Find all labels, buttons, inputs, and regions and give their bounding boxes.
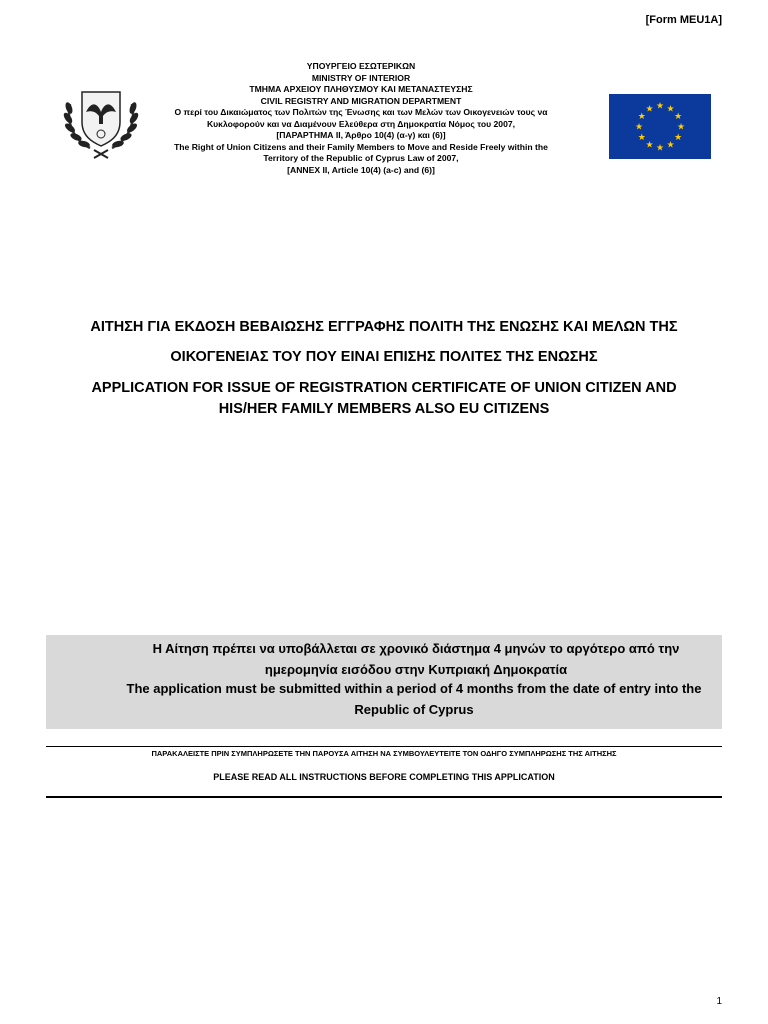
eu-star-icon: ★ <box>666 140 675 151</box>
header-line: [ΠΑΡΑΡΤΗΜΑ ΙΙ, Άρθρο 10(4) (α-γ) και (6)] <box>276 130 446 140</box>
eu-star-icon: ★ <box>674 133 683 143</box>
eu-flag-icon <box>609 94 711 159</box>
cyprus-coat-of-arms-icon <box>60 82 142 160</box>
page-number: 1 <box>716 996 722 1007</box>
form-code: [Form MEU1A] <box>645 14 722 26</box>
eu-star-icon: ★ <box>666 104 675 115</box>
submission-deadline-notice <box>46 635 722 729</box>
header-line: Κυκλοφορούν και να Διαμένουν Ελεύθερα στη Δημοκρατία Νόμος του 2007, <box>206 118 516 129</box>
title-greek-line1: ΑΙΤΗΣΗ ΓΙΑ ΕΚΔΟΣΗ ΒΕΒΑΙΩΣΗΣ ΕΓΓΡΑΦΗΣ ΠΟΛΙΤΗ ΤΗΣ ΕΝΩΣΗΣ ΚΑΙ ΜΕΛΩΝ ΤΗΣ <box>90 319 678 335</box>
header-line: The Right of Union Citizens and their Family Members to Move and Reside Freely within the <box>174 141 548 152</box>
instructions-english: PLEASE READ ALL INSTRUCTIONS BEFORE COMPLETING THIS APPLICATION <box>213 772 555 782</box>
eu-star-icon: ★ <box>674 112 683 122</box>
eu-star-icon: ★ <box>655 143 665 154</box>
header-line: MINISTRY OF INTERIOR <box>311 72 411 83</box>
notice-greek <box>46 638 768 680</box>
title-english-line2: HIS/HER FAMILY MEMBERS ALSO EU CITIZENS <box>218 401 550 417</box>
header-line: [ANNEX II, Article 10(4) (a-c) and (6)] <box>287 164 435 175</box>
notice-english-line2: Republic of Cyprus <box>354 702 474 717</box>
header-line: CIVIL REGISTRY AND MIGRATION DEPARTMENT <box>260 95 462 106</box>
divider-top <box>46 746 722 747</box>
eu-star-icon: ★ <box>676 122 686 133</box>
divider-bottom <box>46 796 722 798</box>
title-english-line1: APPLICATION FOR ISSUE OF REGISTRATION CERTIFICATE OF UNION CITIZEN AND <box>91 380 677 396</box>
eu-star-icon: ★ <box>655 101 665 112</box>
header-line: Territory of the Republic of Cyprus Law of 2007, <box>263 153 459 163</box>
eu-star-icon: ★ <box>634 122 644 133</box>
title-greek-line2: ΟΙΚΟΓΕΝΕΙΑΣ ΤΟΥ ΠΟΥ ΕΙΝΑΙ ΕΠΙΣΗΣ ΠΟΛΙΤΕΣ ΤΗΣ ΕΝΩΣΗΣ <box>170 349 598 365</box>
eu-star-icon: ★ <box>637 112 646 122</box>
eu-star-icon: ★ <box>645 140 654 151</box>
header-line: ΥΠΟΥΡΓΕΙΟ ΕΣΩΤΕΡΙΚΩΝ <box>306 61 416 71</box>
header-line: Ο περί του Δικαιώματος των Πολιτών της Ένωσης και των Μελών των Οικογενειών τους να <box>174 107 548 117</box>
ministry-header <box>150 61 572 176</box>
application-title <box>40 318 728 420</box>
notice-english-line1: The application must be submitted within a period of 4 months from the date of entry into the <box>126 681 702 696</box>
eu-star-icon: ★ <box>637 133 646 143</box>
header-line: ΤΜΗΜΑ ΑΡΧΕΙΟΥ ΠΛΗΘΥΣΜΟΥ ΚΑΙ ΜΕΤΑΝΑΣΤΕΥΣΗΣ <box>249 84 473 94</box>
notice-english <box>46 678 768 720</box>
instructions-greek: ΠΑΡΑΚΑΛΕΙΣΤΕ ΠΡΙΝ ΣΥΜΠΛΗΡΩΣΕΤΕ ΤΗΝ ΠΑΡΟΥΣΑ ΑΙΤΗΣΗ ΝΑ ΣΥΜΒΟΥΛΕΥΤΕΙΤΕ ΤΟΝ ΟΔΗΓΟ ΣΥΜΠΛΗΡΩΣΗΣ ΤΗΣ ΑΙΤΗΣΗΣ <box>151 749 617 758</box>
eu-star-icon: ★ <box>645 104 654 115</box>
notice-greek-line1: Η Αίτηση πρέπει να υποβάλλεται σε χρονικό διάστημα 4 μηνών το αργότερο από την <box>152 641 680 656</box>
notice-greek-line2: ημερομηνία εισόδου στην Κυπριακή Δημοκρατία <box>264 662 568 677</box>
